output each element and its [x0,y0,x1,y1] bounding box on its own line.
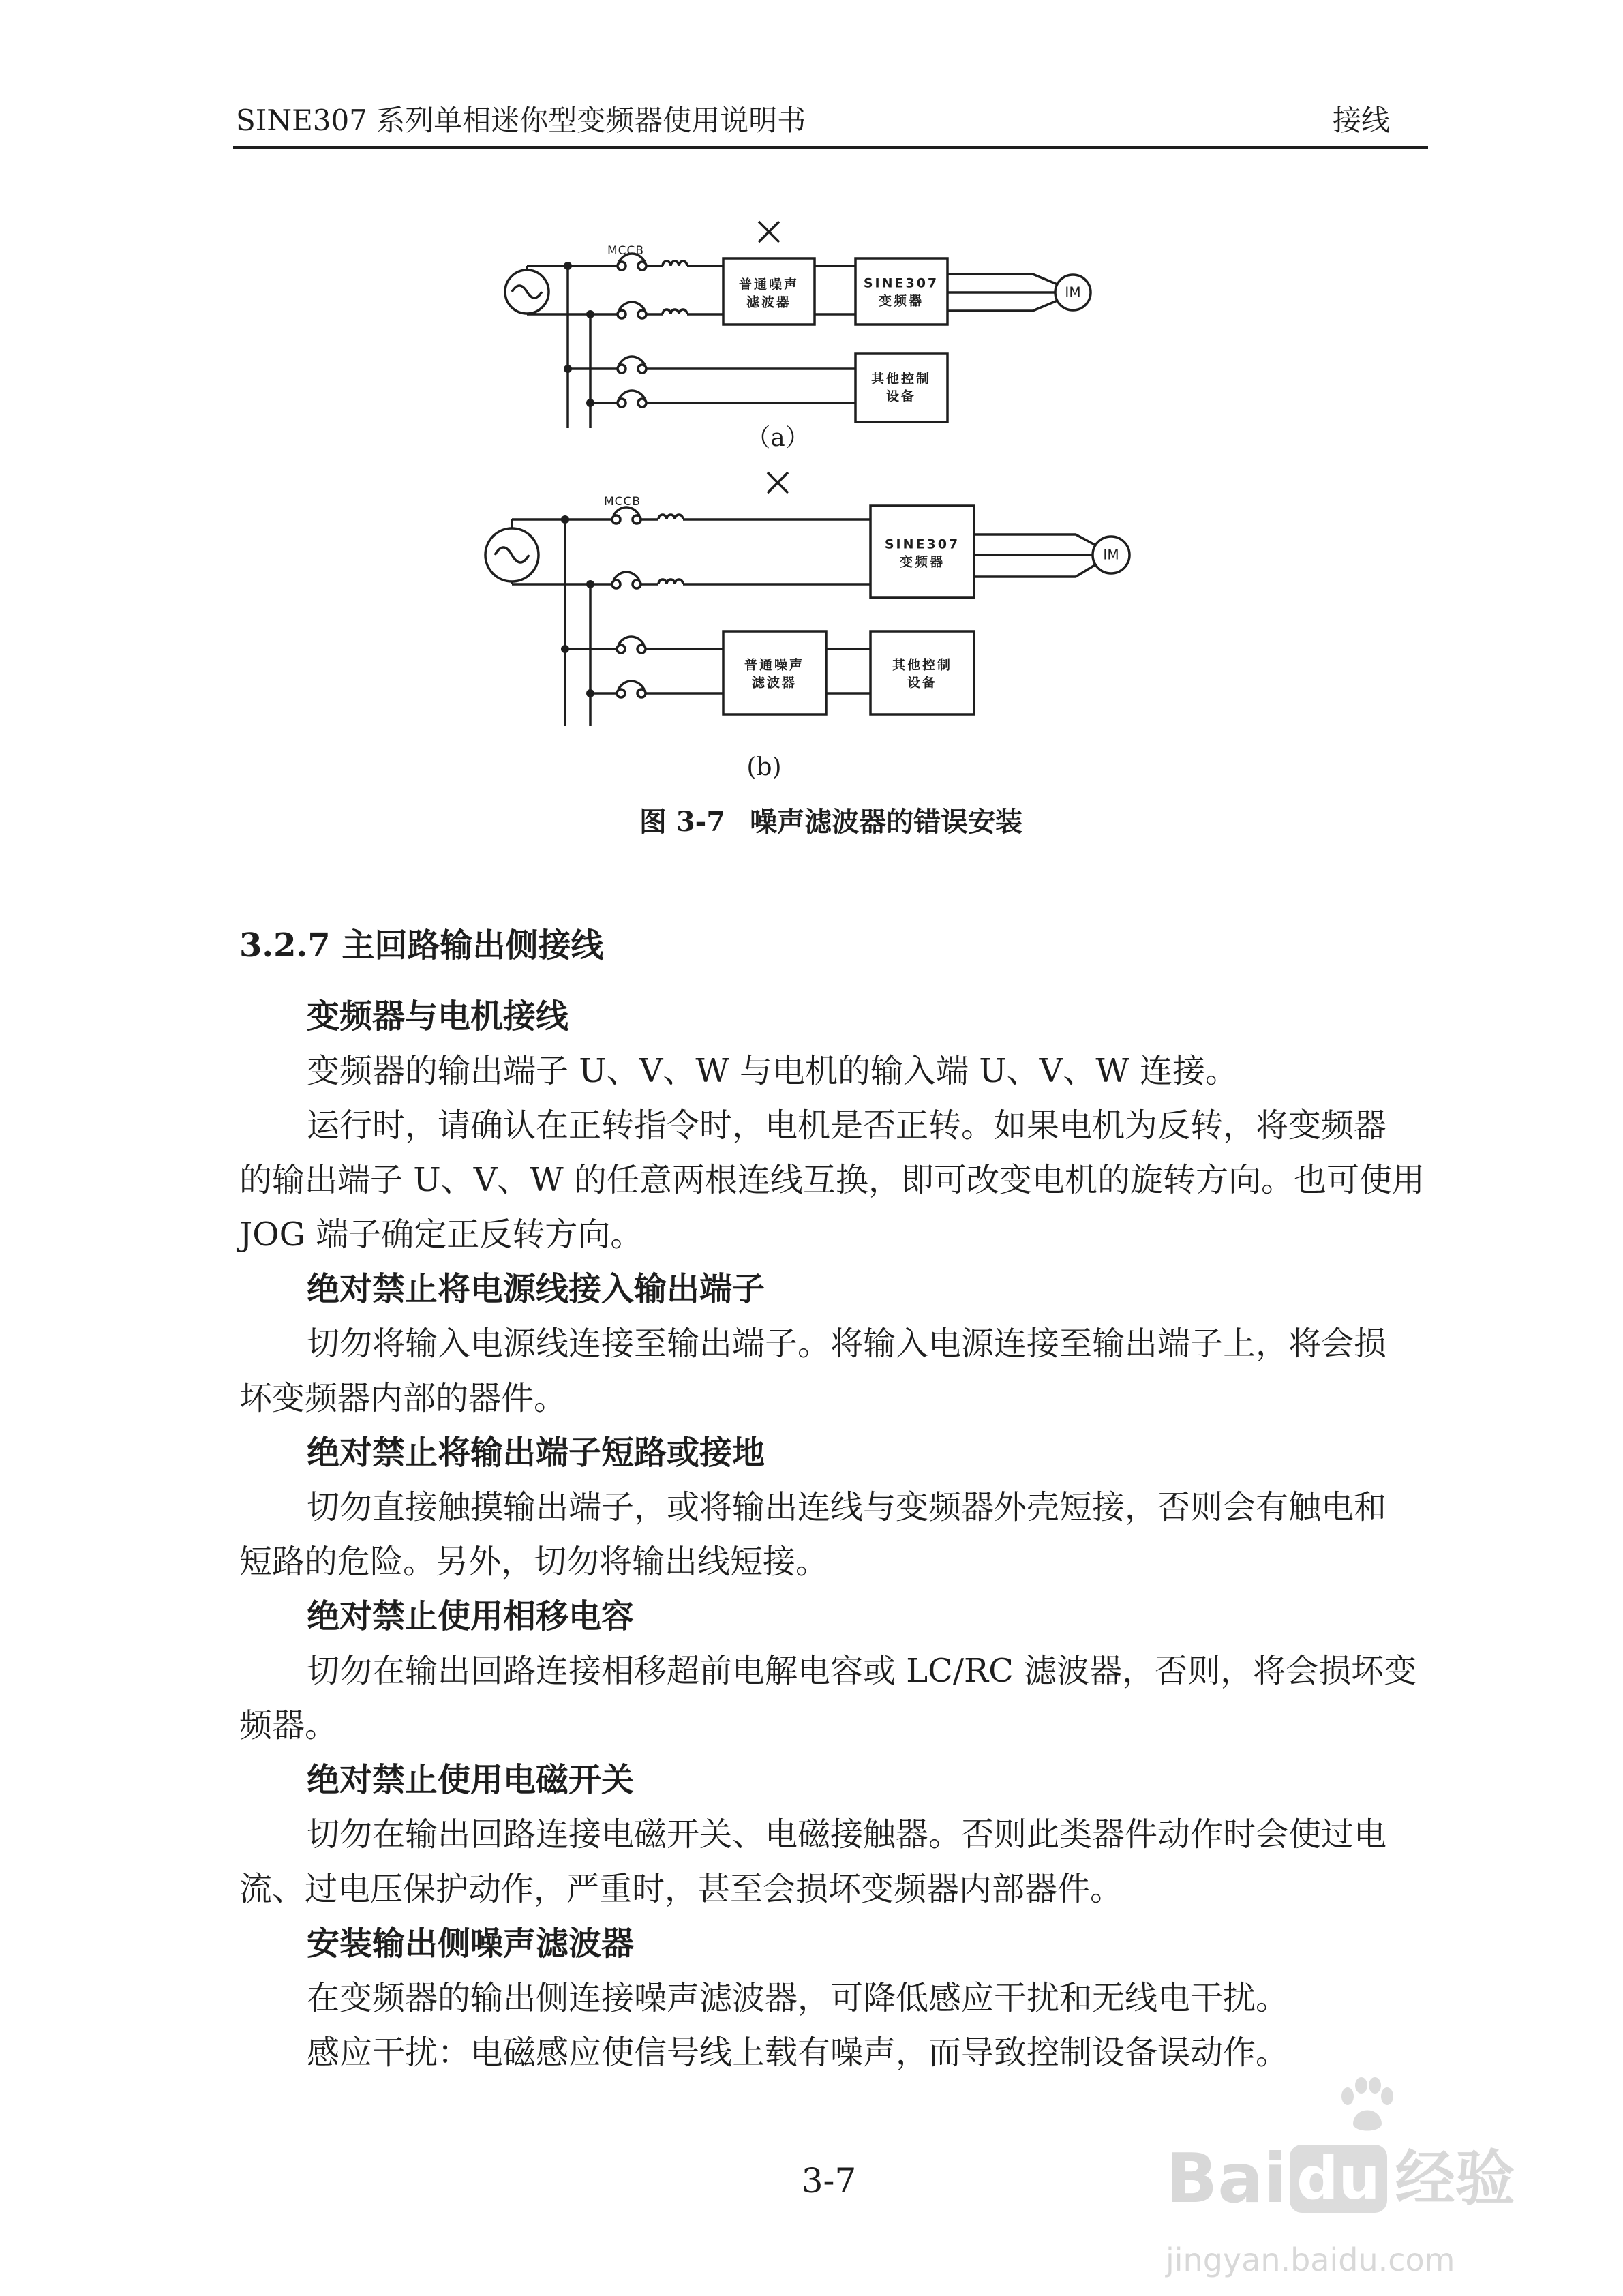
mccb-switch-icon [618,391,646,407]
paragraph-line: JOG 端子确定正反转方向。 [239,1215,643,1254]
watermark-url: jingyan.baidu.com [1166,2241,1455,2278]
paragraph-line: 变频器的输出端子 U、V、W 与电机的输入端 U、V、W 连接。 [307,1052,1238,1090]
mccb-switch-icon [617,681,646,697]
figure-caption [477,806,1185,839]
motor-icon [1055,275,1091,310]
page-number: 3-7 [801,2161,857,2201]
paragraph-line: 切勿直接触摸输出端子，或将输出连线与变频器外壳短接，否则会有触电和 [307,1488,1387,1526]
other-device-label: 其他控制 [870,371,932,387]
cross-mark-icon [768,472,788,493]
paragraph-line: 频器。 [239,1706,338,1744]
paragraph-line: 在变频器的输出侧连接噪声滤波器，可降低感应干扰和无线电干扰。 [307,1979,1289,2017]
noise-filter-label: 普通噪声 [738,277,800,292]
figure-title: 噪声滤波器的错误安装 [750,806,1023,838]
diagram-b [485,472,1129,726]
header-section: 接线 [1333,104,1391,137]
paragraph-line: 切勿将输入电源线连接至输出端子。将输入电源连接至输出端子上，将会损 [307,1325,1387,1363]
watermark-brand [1166,2141,1515,2217]
subsection-title: 变频器与电机接线 [307,997,569,1036]
noise-filter-label: 滤波器 [746,294,792,310]
branch-lines [564,262,855,428]
branch-lines [561,515,870,726]
motor-label: IM [1065,284,1081,301]
reactor-coil-icon [663,261,687,266]
output-lines [974,534,1095,577]
mccb-label: MCCB [607,244,645,258]
output-lines [947,274,1057,311]
subsection-title: 绝对禁止使用电磁开关 [307,1761,635,1799]
other-device-label: 设备 [907,675,938,691]
noise-filter-label: 滤波器 [751,675,798,691]
paragraph-line: 切勿在输出回路连接电磁开关、电磁接触器。否则此类器件动作时会使过电 [307,1815,1387,1854]
paragraph-line: 流、过电压保护动作，严重时，甚至会损坏变频器内部器件。 [239,1870,1123,1908]
watermark-brand-suffix: 经验 [1395,2143,1515,2214]
header-title: SINE307 系列单相迷你型变频器使用说明书 [236,104,806,137]
motor-label: IM [1103,546,1119,563]
inverter-label: 变频器 [899,554,945,570]
paragraph-line: 短路的危险。另外，切勿将输出线短接。 [239,1543,829,1581]
noise-filter-box [723,258,815,324]
diagram-a-caption: （a） [746,424,810,452]
other-device-box [870,631,974,714]
noise-filter-box [723,631,826,714]
diagram-a [505,222,1091,428]
wiring-diagrams [0,0,1623,791]
reactor-coil-icon [658,515,683,519]
mccb-switch-icon [617,637,646,653]
paw-icon [1333,2076,1401,2137]
mccb-switch-icon [618,357,646,373]
motor-icon [1093,537,1129,573]
mccb-switch-icon [612,572,641,588]
paragraph-line: 切勿在输出回路连接相移超前电解电容或 LC/RC 滤波器，否则，将会损坏变 [307,1652,1417,1690]
mccb-switch-icon [618,302,646,318]
subsection-title: 安装输出侧噪声滤波器 [307,1924,635,1963]
watermark-brand-box: du [1290,2145,1387,2213]
power-line-bottom [527,302,855,318]
mccb-label: MCCB [603,495,641,509]
reactor-coil-icon [663,309,687,314]
other-device-box [855,354,947,422]
ac-source-icon [485,528,539,581]
subsection-title: 绝对禁止将电源线接入输出端子 [307,1270,765,1308]
other-device-label: 其他控制 [892,657,953,673]
mccb-switch-icon [612,507,641,524]
inverter-box [870,506,974,598]
paragraph-line: 运行时，请确认在正转指令时，电机是否正转。如果电机为反转，将变频器 [307,1106,1387,1145]
diagram-b-caption: (b) [746,753,782,781]
section-heading: 3.2.7 主回路输出侧接线 [239,926,604,965]
section-body [239,989,1425,2080]
inverter-box [855,258,947,324]
power-line-top [527,254,855,270]
paragraph-line: 感应干扰：电磁感应使信号线上载有噪声，而导致控制设备误动作。 [307,2034,1289,2072]
subsection-title: 绝对禁止使用相移电容 [307,1597,635,1635]
inverter-label: 变频器 [878,293,924,309]
inverter-label: SINE307 [863,275,939,291]
ac-source-icon [505,270,549,314]
other-device-label: 设备 [885,389,917,404]
paragraph-line: 坏变频器内部的器件。 [239,1379,567,1417]
figure-number: 图 3-7 [639,806,726,838]
inverter-label: SINE307 [884,537,960,552]
noise-filter-label: 普通噪声 [744,657,805,673]
subsection-title: 绝对禁止将输出端子短路或接地 [307,1434,765,1472]
watermark-brand-prefix: Bai [1166,2139,1287,2218]
paragraph-line: 的输出端子 U、V、W 的任意两根连线互换，即可改变电机的旋转方向。也可使用 [239,1161,1425,1199]
reactor-coil-icon [658,579,683,584]
cross-mark-icon [759,222,779,242]
